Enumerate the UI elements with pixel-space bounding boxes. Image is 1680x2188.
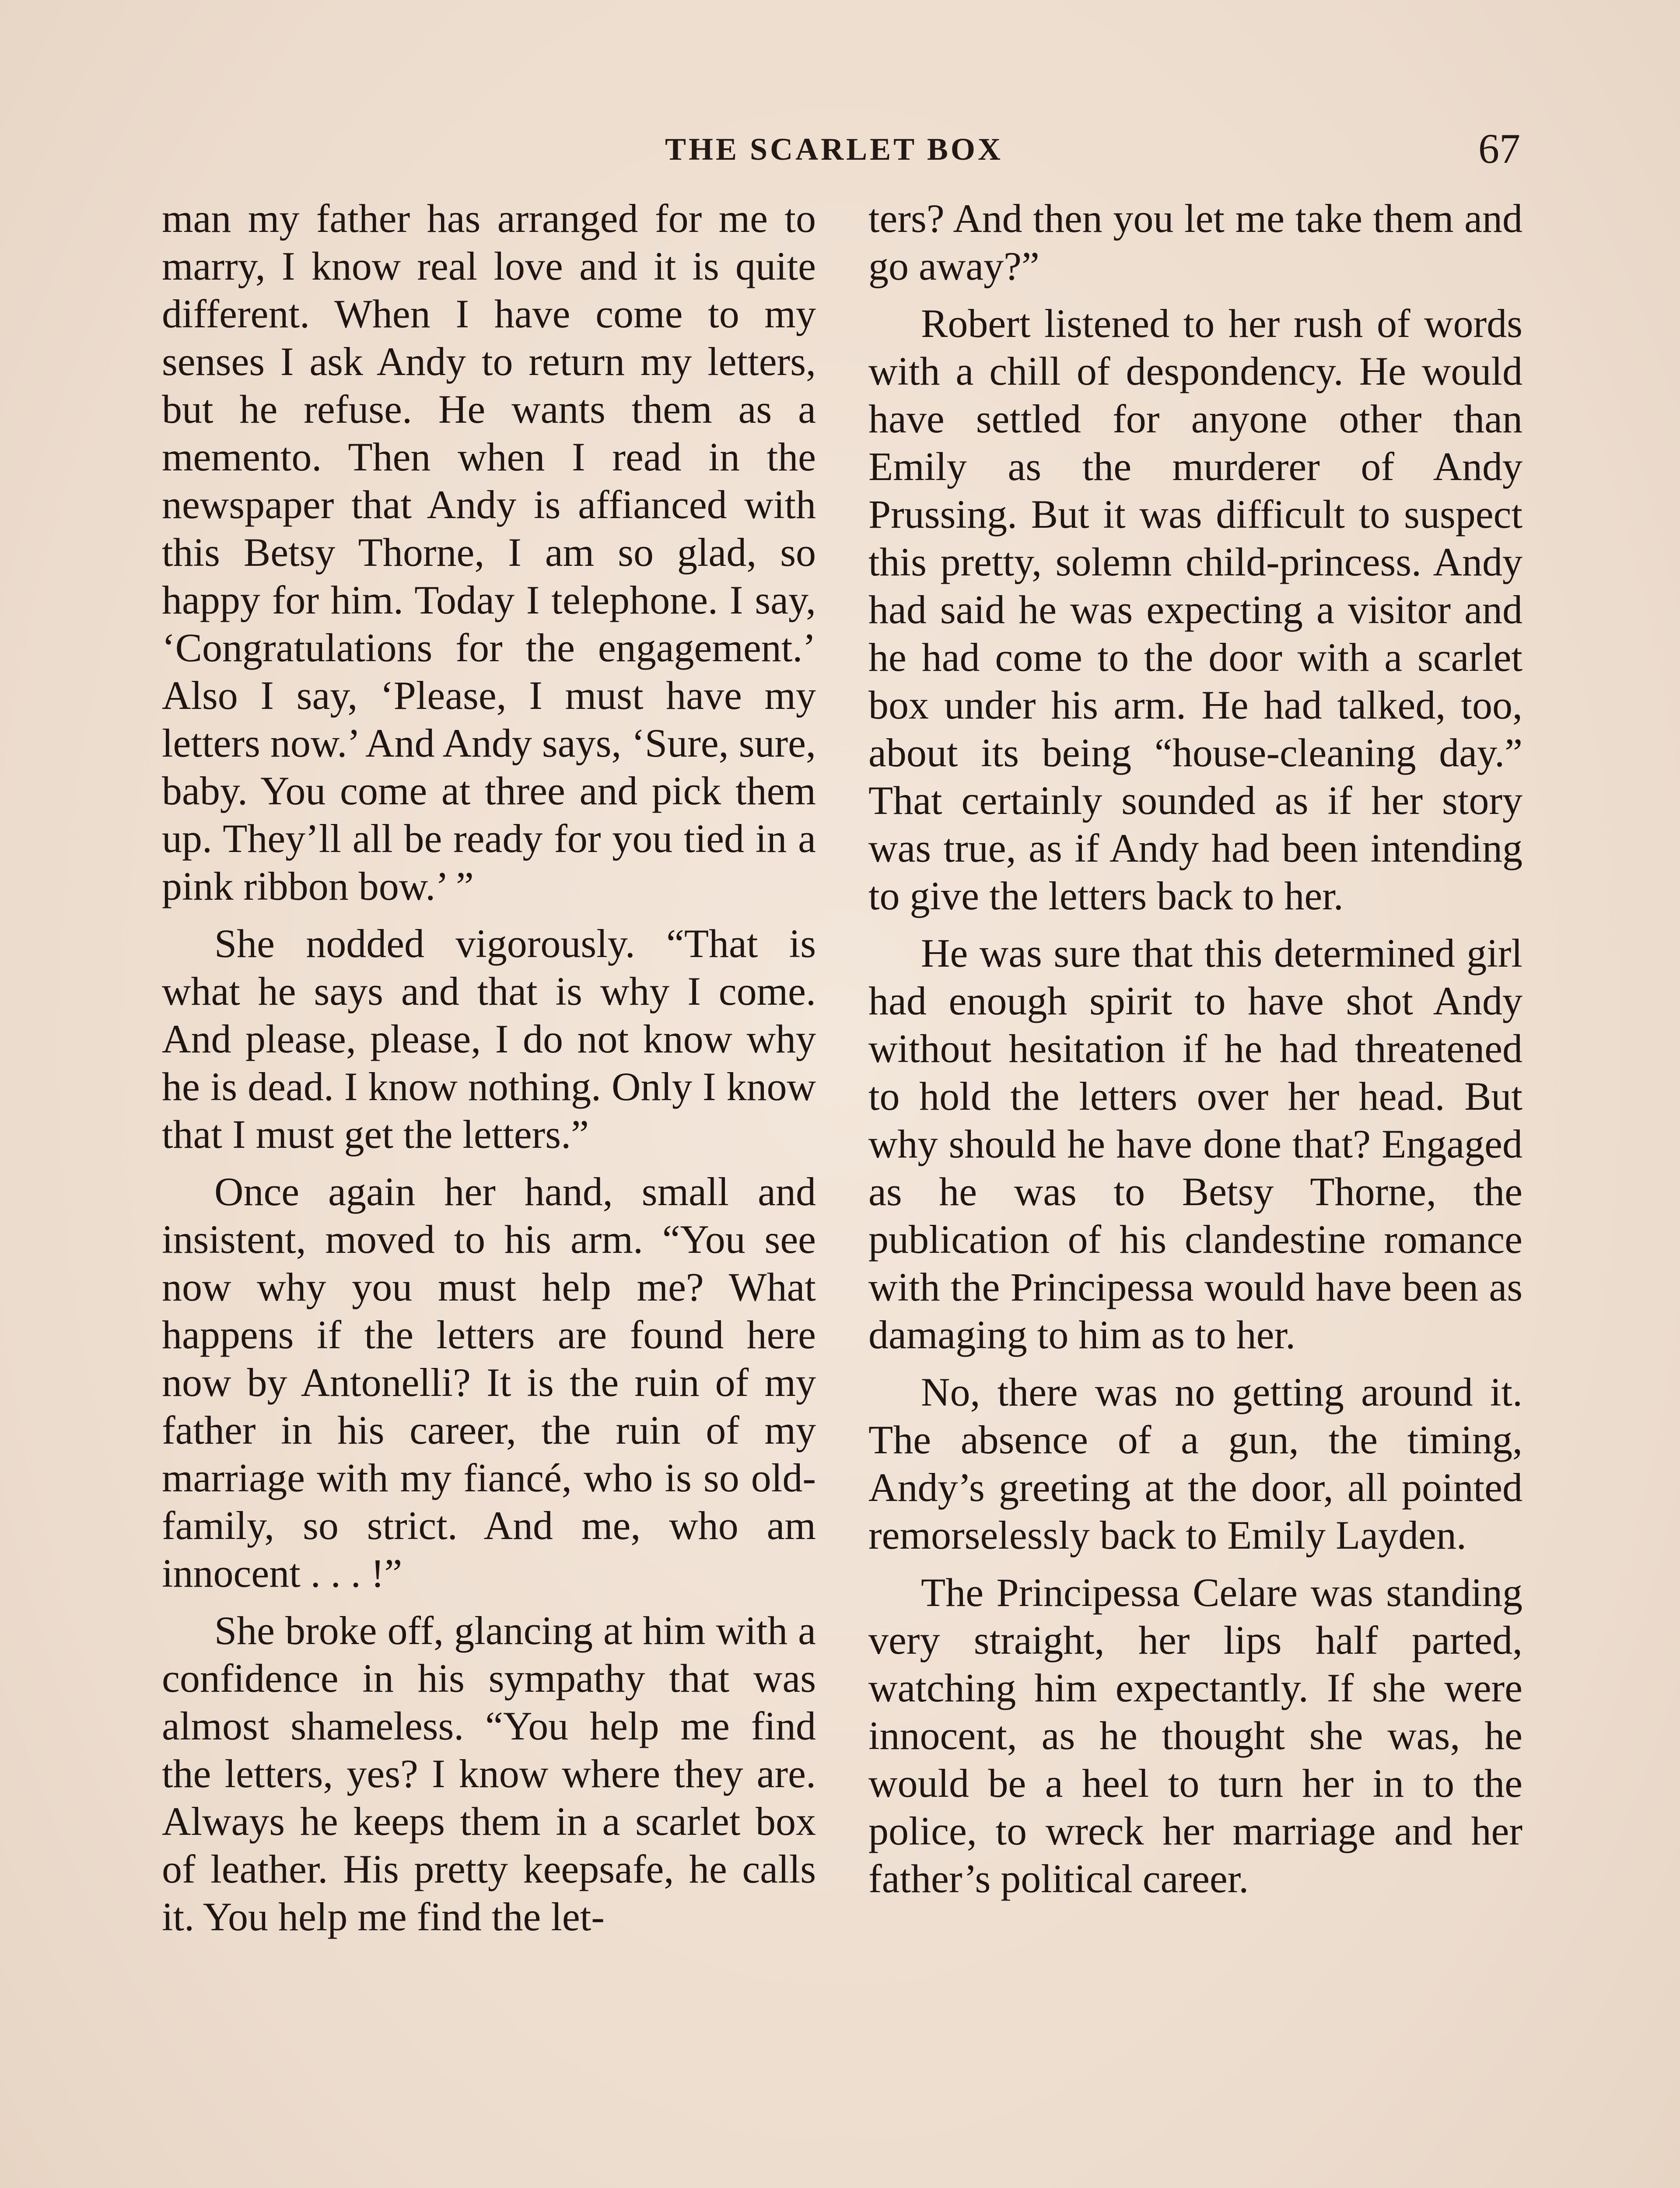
right-column bbox=[868, 195, 1522, 1912]
paragraph: She broke off, glancing at him with a confidence in his sympathy that was almost shameless. “You help me find the letters, yes? I know where they are. Always he keeps them in a scarlet box of leather. His pretty keepsafe, he calls it. You help me find the let- bbox=[162, 1608, 816, 1939]
paragraph: man my father has arranged for me to marry, I know real love and it is quite different. When I have come to my senses I ask Andy to return my letters, but he refuse. He wants them as a memento. Then when I read in the newspaper that Andy is affianced with this Betsy Thorne, I am so glad, so happy for him. Today I telephone. I say, ‘Congratulations for the engagement.’ Also I say, ‘Please, I must have my letters now.’ And Andy says, ‘Sure, sure, baby. You come at three and pick them up. They’ll all be ready for you tied in a pink ribbon bow.’ ” bbox=[162, 196, 816, 908]
running-head bbox=[0, 125, 1680, 184]
paragraph: Robert listened to her rush of words with a chill of despondency. He would have settled for anyone other than Emily as the murderer of Andy Prussing. But it was difficult to suspect this pretty, solemn child-princess. Andy had said he was expecting a visitor and he had come to the door with a scarlet box under his arm. He had talked, too, about its being “house-cleaning day.” That certainly sounded as if her story was true, as if Andy had been intending to give the letters back to her. bbox=[868, 301, 1522, 918]
paragraph: Once again her hand, small and insistent, moved to his arm. “You see now why you must help me? What happens if the letters are found here now by Antonelli? It is the ruin of my father in his career, the ruin of my marriage with my fiancé, who is so old-family, so strict. And me, who am innocent . . . !” bbox=[162, 1169, 816, 1595]
paragraph: ters? And then you let me take them and go away?” bbox=[868, 196, 1522, 288]
paragraph: She nodded vigorously. “That is what he says and that is why I come. And please, please, I do not know why he is dead. I know nothing. Only I know that I must get the letters.” bbox=[162, 921, 816, 1157]
running-title: THE SCARLET BOX bbox=[665, 132, 1003, 167]
left-column bbox=[162, 195, 816, 1950]
paragraph: He was sure that this determined girl had enough spirit to have shot Andy without hesitation if he had threatened to hold the letters over her head. But why should he have done that? Engaged as he was to Betsy Thorne, the publication of his clandestine romance with the Principessa would have been as damaging to him as to her. bbox=[868, 931, 1522, 1357]
paragraph: The Principessa Celare was standing very straight, her lips half parted, watching him expectantly. If she were innocent, as he thought she was, he would be a heel to turn her in to the police, to wreck her marriage and her father’s political career. bbox=[868, 1570, 1522, 1901]
paragraph: No, there was no getting around it. The absence of a gun, the timing, Andy’s greeting at the door, all pointed remorselessly back to Emily Layden. bbox=[868, 1370, 1522, 1557]
page-number: 67 bbox=[1478, 125, 1520, 172]
